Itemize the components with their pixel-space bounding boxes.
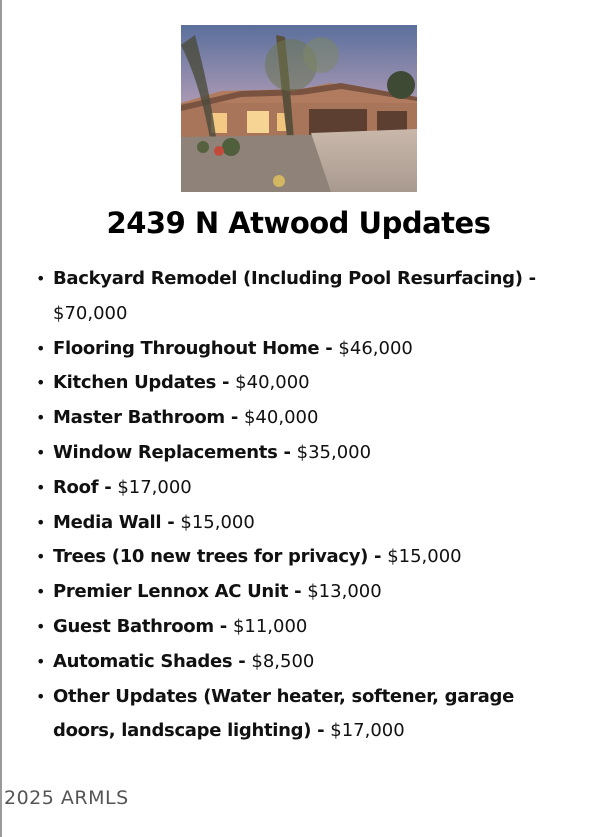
update-price: $11,000: [232, 615, 308, 637]
list-item: [33, 262, 578, 332]
list-item: [33, 471, 578, 506]
copyright-text: 2025 ARMLS: [4, 787, 129, 809]
update-label: Other Updates (Water heater, softener, garage doors, landscape lighting) -: [53, 685, 514, 742]
updates-list: [33, 262, 578, 749]
update-label: Master Bathroom -: [53, 407, 244, 429]
bullet-icon: •: [36, 373, 46, 393]
list-item: [33, 680, 578, 750]
page-left-border: [0, 0, 2, 837]
bullet-icon: •: [36, 512, 46, 532]
update-price: $13,000: [307, 581, 382, 603]
update-label: Trees (10 new trees for privacy) -: [53, 546, 388, 568]
list-item: [33, 645, 578, 680]
bullet-icon: •: [36, 338, 46, 358]
update-price: $8,500: [251, 650, 315, 672]
list-item: [33, 540, 578, 575]
list-item: [33, 610, 578, 645]
list-item: [33, 401, 578, 436]
update-price: $46,000: [338, 337, 413, 359]
update-price: $40,000: [235, 372, 310, 394]
update-label: Kitchen Updates -: [53, 372, 236, 394]
list-item: [33, 506, 578, 541]
list-item: [33, 575, 578, 610]
list-item: [33, 436, 578, 471]
bullet-icon: •: [36, 686, 46, 706]
bullet-icon: •: [36, 651, 46, 671]
update-label: Window Replacements -: [53, 441, 297, 463]
page-title: 2439 N Atwood Updates: [106, 206, 491, 240]
bullet-icon: •: [36, 582, 46, 602]
update-label: Roof -: [53, 476, 118, 498]
bullet-icon: •: [36, 477, 46, 497]
house-photo: [181, 25, 417, 192]
update-label: Media Wall -: [53, 511, 181, 533]
update-price: $17,000: [117, 476, 192, 498]
update-price: $70,000: [53, 302, 128, 324]
bullet-icon: •: [36, 442, 46, 462]
update-price: $40,000: [243, 407, 319, 429]
update-label: Premier Lennox AC Unit -: [53, 581, 308, 603]
update-label: Flooring Throughout Home -: [53, 337, 339, 359]
update-price: $35,000: [296, 441, 372, 463]
bullet-icon: •: [36, 547, 46, 567]
bullet-icon: •: [36, 616, 46, 636]
list-item: [33, 366, 578, 401]
update-price: $15,000: [180, 511, 255, 533]
update-price: $15,000: [387, 546, 462, 568]
list-item: [33, 332, 578, 367]
update-label: Automatic Shades -: [53, 650, 252, 672]
update-price: $17,000: [330, 720, 405, 742]
update-label: Guest Bathroom -: [53, 615, 233, 637]
bullet-icon: •: [36, 269, 46, 288]
update-label: Backyard Remodel (Including Pool Resurfacing) -: [53, 268, 536, 289]
bullet-icon: •: [36, 408, 46, 428]
house-exterior-photo: [181, 25, 417, 192]
